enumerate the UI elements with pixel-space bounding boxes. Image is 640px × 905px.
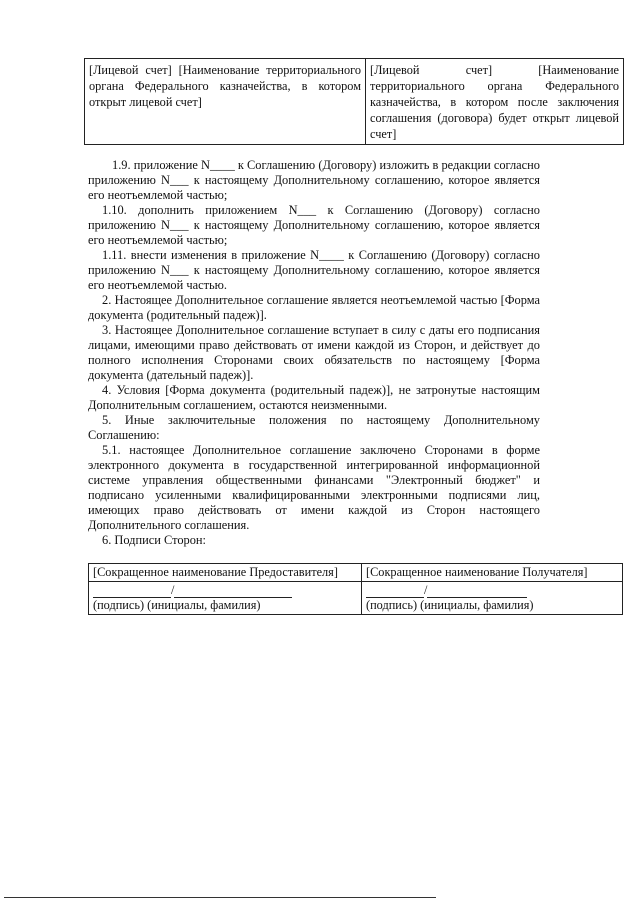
recipient-signature-caption: (подпись) (инициалы, фамилия) xyxy=(366,598,534,612)
signature-blank xyxy=(366,585,424,598)
signatures-line-row xyxy=(89,582,623,615)
agreement-body xyxy=(88,158,540,548)
recipient-signature-line xyxy=(366,583,618,598)
name-blank xyxy=(174,585,292,598)
future-account-cell: [Лицевой счет] [Наименование территориального органа Федерального казначейства, в котором после заключения соглашения (договора) будет открыт лицевой счет] xyxy=(366,59,624,145)
grantor-signature-line xyxy=(93,583,357,598)
slash-separator: / xyxy=(171,583,175,597)
grantor-signature-cell xyxy=(89,582,362,615)
signature-blank xyxy=(93,585,171,598)
current-account-cell: [Лицевой счет] [Наименование территориального органа Федерального казначейства, в котором открыт лицевой счет] xyxy=(85,59,366,145)
paragraph-3: 3. Настоящее Дополнительное соглашение вступает в силу с даты его подписания лицами, имеющими право действовать от имени каждой из Сторон, и действует до полного исполнения Сторонами своих обязательств по настоящему [Форма документа (дательный падеж)]. xyxy=(88,323,540,382)
account-table-row xyxy=(85,59,624,145)
recipient-signature-cell xyxy=(362,582,623,615)
paragraph-1-10: 1.10. дополнить приложением N___ к Соглашению (Договору) согласно приложению N___ к настоящему Дополнительному соглашению, которое является его неотъемлемой частью; xyxy=(88,203,540,247)
paragraph-1-9: 1.9. приложение N____ к Соглашению (Договору) изложить в редакции согласно приложению N___ к настоящему Дополнительному соглашению, которое является его неотъемлемой частью; xyxy=(88,158,540,202)
footer-separator-line xyxy=(4,897,436,898)
grantor-name-cell: [Сокращенное наименование Предоставителя] xyxy=(89,564,362,582)
paragraph-5-1: 5.1. настоящее Дополнительное соглашение заключено Сторонами в форме электронного документа в государственной интегрированной информационной системе управления общественными финансами "Электронный бюджет" и подписано усиленными квалифицированными электронными подписями лиц, имеющих право действовать от имени каждой из Сторон настоящего Дополнительного соглашения. xyxy=(88,443,540,532)
account-table xyxy=(84,58,624,145)
recipient-name-cell: [Сокращенное наименование Получателя] xyxy=(362,564,623,582)
paragraph-6: 6. Подписи Сторон: xyxy=(102,533,206,547)
name-blank xyxy=(427,585,527,598)
paragraph-5: 5. Иные заключительные положения по настоящему Дополнительному Соглашению: xyxy=(88,413,540,442)
paragraph-4: 4. Условия [Форма документа (родительный падеж)], не затронутые настоящим Дополнительным соглашением, остаются неизменными. xyxy=(88,383,540,412)
paragraph-2: 2. Настоящее Дополнительное соглашение является неотъемлемой частью [Форма документа (родительный падеж)]. xyxy=(88,293,540,322)
paragraph-1-11: 1.11. внести изменения в приложение N____ к Соглашению (Договору) согласно приложению N___ к настоящему Дополнительному соглашению, которое является его неотъемлемой частью. xyxy=(88,248,540,292)
slash-separator: / xyxy=(424,583,428,597)
signatures-table xyxy=(88,563,623,615)
grantor-signature-caption: (подпись) (инициалы, фамилия) xyxy=(93,598,261,612)
signatures-header-row xyxy=(89,564,623,582)
